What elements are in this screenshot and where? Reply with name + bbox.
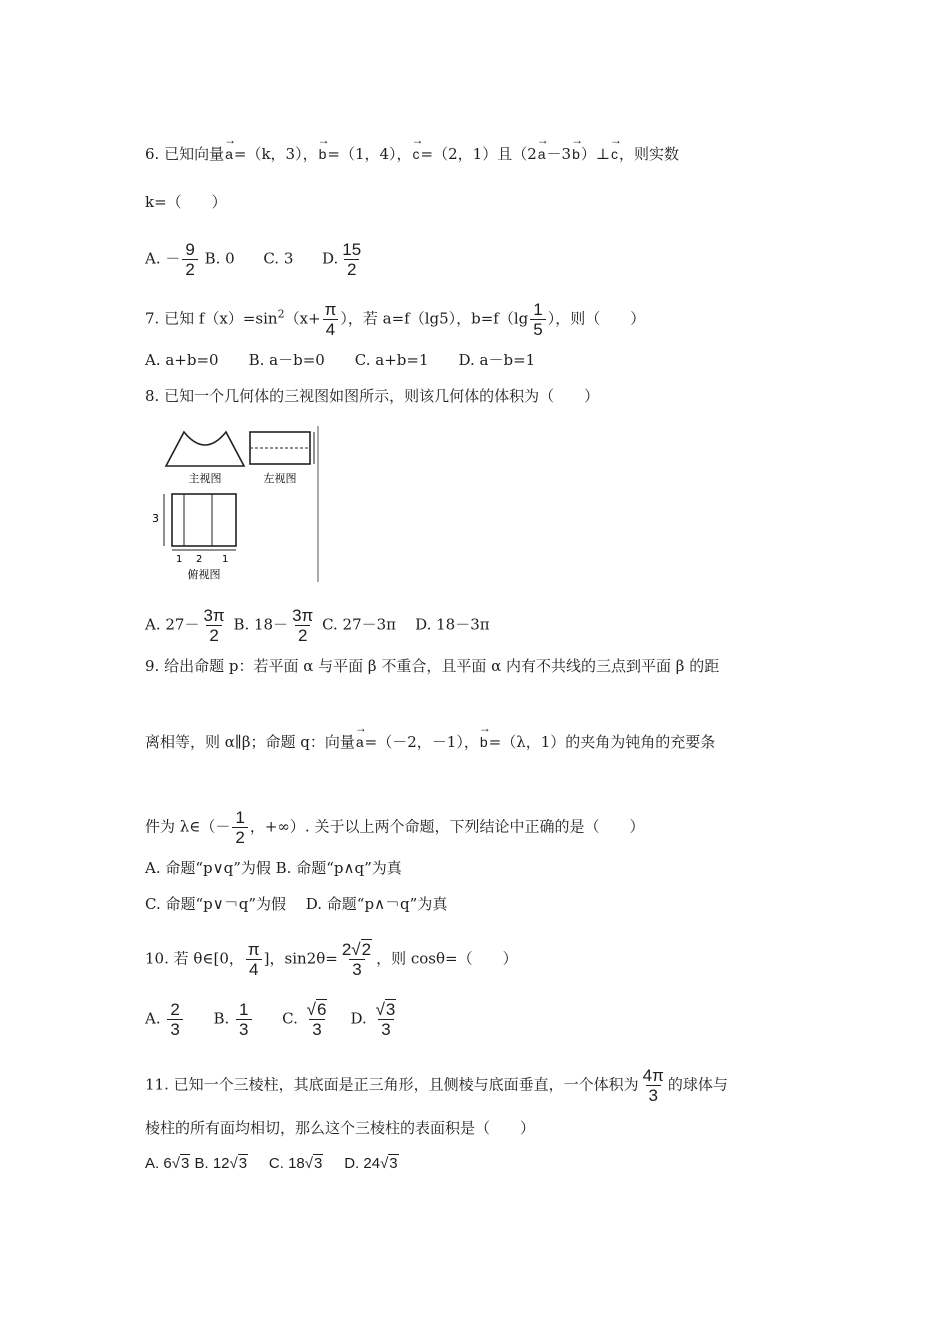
fraction bbox=[641, 1066, 666, 1105]
denominator: 3 bbox=[167, 1019, 182, 1039]
front-view-shape bbox=[166, 432, 244, 466]
q6-end: ，则实数 bbox=[619, 145, 680, 163]
fraction bbox=[305, 1000, 330, 1039]
q11-line2: 棱柱的所有面均相切，那么这个三棱柱的表面积是（ ） bbox=[145, 1119, 536, 1137]
left-view-label: 左视图 bbox=[263, 472, 297, 485]
q6-c-val: =（2，1）且（2 bbox=[420, 145, 537, 163]
q9-line3 bbox=[145, 808, 644, 847]
fraction bbox=[246, 940, 262, 979]
denominator: 2 bbox=[344, 259, 359, 279]
q11-optD-label: D. bbox=[344, 1155, 360, 1172]
numerator: 2 bbox=[170, 1000, 180, 1019]
q9-line3-post: ，+∞）. 关于以上两个命题，下列结论中正确的是（ ） bbox=[249, 817, 645, 836]
numerator: 1 bbox=[533, 300, 543, 319]
q6-optA-label: A. － bbox=[145, 249, 181, 268]
q11-options: A. 6√3 B. 12√3 C. 18√3 D. 24√3 bbox=[145, 1155, 398, 1172]
vector-b: → b bbox=[480, 726, 488, 752]
q7-prefix: 7. 已知 f（x）=sin bbox=[145, 309, 278, 328]
radical-coef: 6 bbox=[163, 1155, 172, 1172]
radical-coef: 12 bbox=[212, 1155, 230, 1172]
q10-stem bbox=[145, 940, 518, 979]
q10-mid: ]，sin2θ= bbox=[263, 949, 338, 968]
vector-b: → b bbox=[319, 138, 327, 164]
fraction bbox=[340, 240, 363, 279]
numerator: π bbox=[247, 940, 260, 959]
q11-optB-label: B. bbox=[194, 1155, 209, 1172]
q9-line1: 9. 给出命题 p：若平面 α 与平面 β 不重合，且平面 α 内有不共线的三点到平面 β 的距 bbox=[145, 657, 720, 675]
q7-end: ），则（ ） bbox=[547, 309, 646, 328]
vector-a: → a bbox=[225, 138, 233, 164]
q7-mid2: ），若 a=f（lg5），b=f（lg bbox=[340, 309, 529, 328]
q8-optC: C. 27－3π bbox=[322, 615, 397, 634]
numerator: π bbox=[324, 300, 337, 319]
top-view-label: 俯视图 bbox=[187, 568, 221, 581]
q11-optC-label: C. bbox=[268, 1155, 284, 1172]
vector-a: → a bbox=[538, 138, 546, 164]
denominator: 2 bbox=[206, 625, 221, 645]
q9-line2-pre: 离相等，则 α∥β；命题 q：向量 bbox=[145, 733, 355, 751]
q11-optA-label: A. bbox=[145, 1155, 160, 1172]
fraction bbox=[340, 940, 374, 979]
q6-optC: C. 3 bbox=[263, 249, 294, 268]
superscript: 2 bbox=[277, 307, 285, 321]
q10-prefix: 10. 若 θ∈[0， bbox=[145, 949, 244, 968]
radical-coef: 18 bbox=[288, 1155, 305, 1172]
vector-c: → c bbox=[413, 138, 420, 164]
q8-optD: D. 18－3π bbox=[415, 615, 490, 634]
q6-stem-line1 bbox=[145, 138, 679, 164]
fraction bbox=[182, 240, 197, 279]
q11-line1 bbox=[145, 1066, 728, 1105]
denominator: 3 bbox=[378, 1019, 393, 1039]
q11-line1-pre: 11. 已知一个三棱柱，其底面是正三角形，且侧棱与底面垂直，一个体积为 bbox=[145, 1075, 639, 1094]
denominator: 4 bbox=[246, 959, 261, 979]
numerator: 3π bbox=[203, 606, 225, 625]
numerator: 3π bbox=[292, 606, 314, 625]
q9-line2 bbox=[145, 726, 715, 752]
radicand: 3 bbox=[314, 1155, 323, 1172]
vector-c: → c bbox=[611, 138, 618, 164]
denominator: 5 bbox=[530, 319, 545, 339]
q9-a-val: =（－2，－1）， bbox=[364, 733, 479, 751]
fraction bbox=[236, 1000, 251, 1039]
denominator: 3 bbox=[349, 959, 364, 979]
q10-optA-label: A. bbox=[145, 1009, 161, 1028]
q8-optB-label: B. 18－ bbox=[233, 615, 289, 634]
vector-a: → a bbox=[356, 726, 364, 752]
q8-optA-label: A. 27－ bbox=[145, 615, 200, 634]
dim-label-3: 3 bbox=[152, 512, 159, 525]
q8-options bbox=[145, 606, 490, 645]
dim-label-2: 2 bbox=[196, 554, 203, 565]
q6-b-val: =（1，4）， bbox=[327, 145, 412, 163]
q6-perp: ）⊥ bbox=[580, 145, 610, 163]
top-view-rect bbox=[172, 494, 236, 546]
numerator: 1 bbox=[239, 1000, 249, 1019]
fraction bbox=[374, 1000, 399, 1039]
q6-optD-label: D. bbox=[321, 249, 339, 268]
q8-stem: 8. 已知一个几何体的三视图如图所示，则该几何体的体积为（ ） bbox=[145, 387, 600, 405]
radical-coef: 24 bbox=[363, 1155, 381, 1172]
denominator: 3 bbox=[309, 1019, 324, 1039]
front-view-label: 主视图 bbox=[188, 472, 222, 485]
radicand: 2 bbox=[361, 940, 372, 959]
q6-a-val: =（k，3）， bbox=[233, 145, 318, 163]
fraction bbox=[323, 300, 339, 339]
q9-optA: A. 命题“p∨q”为假 B. 命题“p∧q”为真 bbox=[145, 859, 402, 877]
q10-optD-label: D. bbox=[350, 1009, 367, 1028]
denominator: 3 bbox=[646, 1085, 661, 1105]
fraction bbox=[232, 808, 247, 847]
q6-options bbox=[145, 240, 365, 279]
q10-optB-label: B. bbox=[213, 1009, 230, 1028]
q11-line1-post: 的球体与 bbox=[667, 1075, 728, 1094]
q9-b-val: =（λ，1）的夹角为钝角的充要条 bbox=[488, 733, 716, 751]
numerator: 2√2 bbox=[341, 940, 372, 959]
vector-b: → b bbox=[572, 138, 580, 164]
q7-options: A. a+b=0 B. a－b=0 C. a+b=1 D. a－b=1 bbox=[145, 351, 536, 369]
denominator: 2 bbox=[295, 625, 310, 645]
fraction bbox=[530, 300, 545, 339]
radicand: 3 bbox=[385, 1000, 396, 1019]
numerator: 9 bbox=[185, 240, 195, 259]
q6-optB: B. 0 bbox=[204, 249, 235, 268]
fraction bbox=[201, 606, 226, 645]
q6-stem-line2: k=（ ） bbox=[145, 193, 227, 211]
numerator: √3 bbox=[375, 1000, 396, 1019]
numerator: √6 bbox=[306, 1000, 327, 1019]
radical-coef: 2 bbox=[341, 940, 352, 959]
denominator: 2 bbox=[232, 827, 247, 847]
radicand: 3 bbox=[389, 1155, 398, 1172]
numerator: 15 bbox=[342, 240, 362, 259]
dim-label-1: 1 bbox=[222, 554, 229, 565]
q10-end: ，则 cosθ=（ ） bbox=[376, 949, 518, 968]
q6-mid: －3 bbox=[546, 145, 572, 163]
q10-options bbox=[145, 1000, 400, 1039]
fraction bbox=[290, 606, 315, 645]
q9-optC: C. 命题“p∨￢q”为假 D. 命题“p∧￢q”为真 bbox=[145, 895, 448, 913]
q10-optC-label: C. bbox=[282, 1009, 298, 1028]
q7-mid: （x+ bbox=[284, 309, 321, 328]
denominator: 4 bbox=[323, 319, 338, 339]
q7-stem bbox=[145, 300, 645, 339]
numerator: 4π bbox=[642, 1066, 664, 1085]
radicand: 3 bbox=[238, 1155, 248, 1172]
denominator: 2 bbox=[182, 259, 197, 279]
fraction bbox=[167, 1000, 182, 1039]
denominator: 3 bbox=[236, 1019, 251, 1039]
q9-line3-pre: 件为 λ∈（－ bbox=[145, 817, 231, 836]
radicand: 6 bbox=[316, 1000, 327, 1019]
radicand: 3 bbox=[180, 1155, 190, 1172]
q6-prefix: 6. 已知向量 bbox=[145, 145, 225, 163]
numerator: 1 bbox=[235, 808, 245, 827]
dim-label-1: 1 bbox=[176, 554, 183, 565]
three-view-figure bbox=[152, 424, 320, 584]
